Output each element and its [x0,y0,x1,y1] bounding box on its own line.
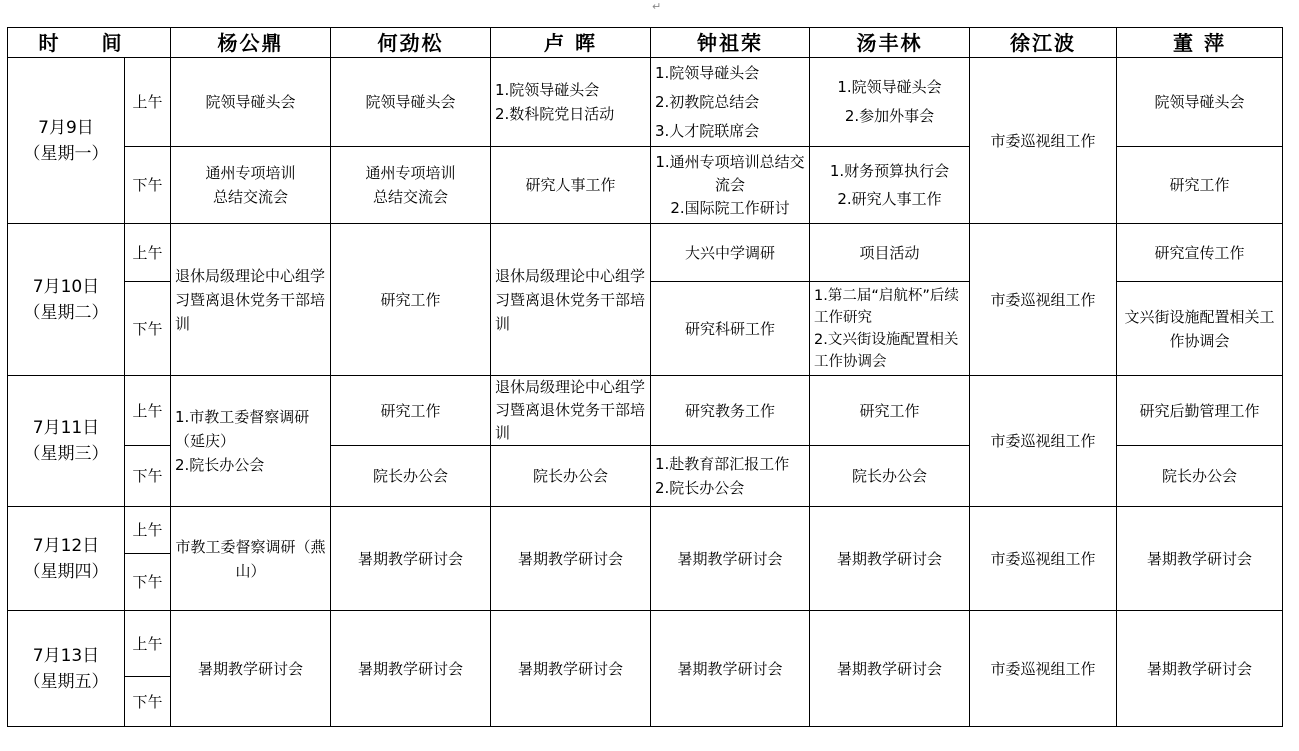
pm-label: 下午 [125,677,171,727]
weekday-label: （星期四） [23,561,109,582]
table-row [8,376,1283,446]
schedule-cell: 研究工作 [331,224,491,376]
time-header: 时 间 [8,28,171,58]
schedule-cell: 通州专项培训 总结交流会 [331,147,491,224]
schedule-cell: 暑期教学研讨会 [171,611,331,727]
am-label: 上午 [125,224,171,282]
pm-label: 下午 [125,282,171,376]
person-header: 何劲松 [331,28,491,58]
schedule-cell: 研究工作 [810,376,970,446]
pm-label: 下午 [125,446,171,507]
schedule-cell: 1.院领导碰头会 2.参加外事会 [810,58,970,147]
am-label: 上午 [125,507,171,554]
schedule-page [7,27,1282,727]
date-label: 7月13日 [32,645,100,666]
table-row [8,507,1283,554]
person-header: 徐江波 [970,28,1117,58]
schedule-cell: 院领导碰头会 [331,58,491,147]
schedule-cell: 1.院领导碰头会 2.初教院总结会 3.人才院联席会 [651,58,810,147]
table-row [8,611,1283,677]
schedule-cell: 暑期教学研讨会 [651,507,810,611]
date-cell [8,611,125,727]
date-cell [8,58,125,224]
am-label: 上午 [125,611,171,677]
schedule-table [7,27,1283,727]
date-cell [8,376,125,507]
pm-label: 下午 [125,147,171,224]
schedule-cell: 通州专项培训 总结交流会 [171,147,331,224]
schedule-cell: 研究人事工作 [491,147,651,224]
date-cell [8,224,125,376]
am-label: 上午 [125,376,171,446]
schedule-cell: 项目活动 [810,224,970,282]
schedule-cell: 暑期教学研讨会 [1117,611,1283,727]
schedule-cell: 暑期教学研讨会 [331,611,491,727]
weekday-label: （星期一） [23,143,109,164]
schedule-cell: 1.院领导碰头会 2.数科院党日活动 [491,58,651,147]
weekday-label: （星期二） [23,302,109,323]
schedule-cell: 暑期教学研讨会 [651,611,810,727]
schedule-cell: 大兴中学调研 [651,224,810,282]
schedule-cell: 研究科研工作 [651,282,810,376]
schedule-cell: 暑期教学研讨会 [810,611,970,727]
schedule-cell: 市委巡视组工作 [970,224,1117,376]
schedule-cell: 院长办公会 [1117,446,1283,507]
schedule-cell: 研究教务工作 [651,376,810,446]
am-label: 上午 [125,58,171,147]
table-row [8,224,1283,282]
schedule-cell: 市教工委督察调研（燕山） [171,507,331,611]
schedule-cell: 市委巡视组工作 [970,611,1117,727]
schedule-cell: 院领导碰头会 [1117,58,1283,147]
schedule-cell: 暑期教学研讨会 [1117,507,1283,611]
schedule-cell: 院领导碰头会 [171,58,331,147]
schedule-cell: 市委巡视组工作 [970,507,1117,611]
person-header: 卢 晖 [491,28,651,58]
schedule-cell: 院长办公会 [331,446,491,507]
schedule-cell: 研究工作 [331,376,491,446]
schedule-cell: 退休局级理论中心组学习暨离退休党务干部培训 [491,376,651,446]
paragraph-mark-icon: ↵ [652,0,662,13]
date-label: 7月9日 [38,117,94,138]
schedule-cell: 院长办公会 [810,446,970,507]
schedule-cell: 文兴街设施配置相关工作协调会 [1117,282,1283,376]
schedule-cell: 研究宣传工作 [1117,224,1283,282]
person-header: 杨公鼎 [171,28,331,58]
schedule-cell: 退休局级理论中心组学习暨离退休党务干部培训 [491,224,651,376]
schedule-cell: 市委巡视组工作 [970,376,1117,507]
weekday-label: （星期五） [23,671,109,692]
schedule-cell: 暑期教学研讨会 [491,507,651,611]
schedule-cell: 1.财务预算执行会 2.研究人事工作 [810,147,970,224]
schedule-cell: 暑期教学研讨会 [491,611,651,727]
schedule-cell: 1.赴教育部汇报工作 2.院长办公会 [651,446,810,507]
date-label: 7月12日 [32,535,100,556]
pm-label: 下午 [125,554,171,611]
schedule-cell: 市委巡视组工作 [970,58,1117,224]
date-label: 7月11日 [32,418,100,438]
schedule-cell: 1.市教工委督察调研（延庆） 2.院长办公会 [171,376,331,507]
date-label: 7月10日 [32,276,100,297]
schedule-cell: 暑期教学研讨会 [331,507,491,611]
person-header: 汤丰林 [810,28,970,58]
header-row [8,28,1283,58]
date-cell [8,507,125,611]
person-header: 钟祖荣 [651,28,810,58]
table-row [8,58,1283,147]
person-header: 董 萍 [1117,28,1283,58]
schedule-cell: 1.通州专项培训总结交流会 2.国际院工作研讨 [651,147,810,224]
schedule-cell: 退休局级理论中心组学习暨离退休党务干部培训 [171,224,331,376]
schedule-cell: 1.第二届“启航杯”后续工作研究 2.文兴街设施配置相关工作协调会 [810,282,970,376]
schedule-cell: 院长办公会 [491,446,651,507]
schedule-cell: 研究后勤管理工作 [1117,376,1283,446]
schedule-cell: 暑期教学研讨会 [810,507,970,611]
weekday-label: （星期三） [23,444,109,464]
schedule-cell: 研究工作 [1117,147,1283,224]
